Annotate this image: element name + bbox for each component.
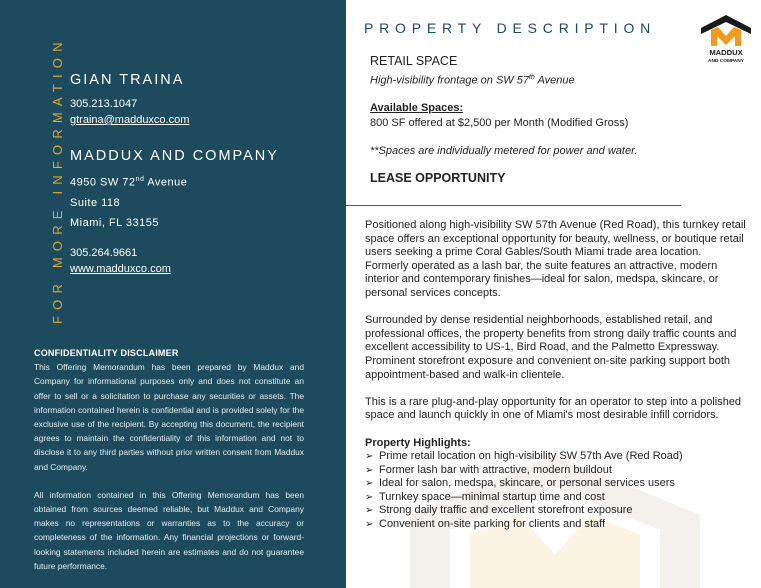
description-paragraph-1: Positioned along high-visibility SW 57th Avenue (Red Road), this turnkey retail space offers an exceptional opportunity for beauty, wellness, or boutique retail users seeking a prime Coral Gables/South Miami trade area location. Formerly operated as a lash bar, the suite features an attractive, modern interior and contemporary finishes—ideal for salon, medspa, skincare, or personal services concepts.	[365, 219, 746, 299]
address-line-3: Miami, FL 33155	[70, 216, 160, 229]
property-tagline: High-visibility frontage on SW 57th Avenue	[370, 74, 575, 87]
divider	[346, 205, 681, 206]
agent-email-link[interactable]: gtraina@madduxco.com	[70, 114, 190, 126]
list-item: ➢ Turnkey space—minimal startup time and cost	[365, 491, 747, 505]
list-item: ➢ Convenient on-site parking for clients and staff	[365, 518, 747, 532]
maddux-logo	[699, 12, 753, 64]
list-item: ➢ Former lash bar with attractive, modern buildout	[365, 464, 747, 478]
contact-panel	[0, 0, 346, 588]
vertical-label	[22, 30, 65, 330]
available-spaces-label: Available Spaces:	[370, 102, 464, 114]
description-paragraph-2: Surrounded by dense residential neighborhoods, established retail, and professional offices, the property benefits from strong daily traffic counts and excellent accessibility to US-1, Bird Road, and the Palmetto Expressway. Prominent storefront exposure and convenient on-site parking support both appointment-based and walk-in clientele.	[365, 314, 737, 381]
list-item: ➢ Ideal for salon, medspa, skincare, or personal services users	[365, 477, 747, 491]
description-paragraph-3: This is a rare plug-and-play opportunity for an operator to step into a polished space and launch quickly in one of Miami's most desirable infill corridors.	[365, 395, 742, 422]
agent-phone[interactable]: 305.213.1047	[70, 98, 138, 110]
lease-heading: LEASE OPPORTUNITY	[370, 171, 506, 185]
company-phone[interactable]: 305.264.9661	[70, 246, 138, 259]
logo-text: MADDUX	[709, 48, 743, 57]
property-description	[365, 219, 747, 532]
contact-block	[70, 72, 279, 277]
confidentiality-disclaimer	[34, 346, 304, 587]
section-title: PROPERTY DESCRIPTION	[364, 20, 657, 36]
property-type: RETAIL SPACE	[370, 54, 458, 68]
company-name: MADDUX AND COMPANY	[70, 148, 279, 164]
list-item: ➢ Prime retail location on high-visibility SW 57th Ave (Red Road)	[365, 450, 747, 464]
for-more-information-label: FOR MORE INFORMATION	[50, 36, 65, 324]
highlights-title: Property Highlights:	[365, 436, 471, 449]
available-spaces-value: 800 SF offered at $2,500 per Month (Modified Gross)	[370, 117, 629, 129]
list-item: ➢ Strong daily traffic and excellent storefront exposure	[365, 504, 747, 518]
address-line-1: 4950 SW 72nd Avenue	[70, 176, 188, 189]
metering-note: **Spaces are individually metered for power and water.	[370, 145, 638, 157]
company-website-link[interactable]: www.madduxco.com	[70, 262, 171, 275]
disclaimer-paragraph-1: This Offering Memorandum has been prepared by Maddux and Company for informational purposes only and does not constitute an offer to sell or a solicitation to purchase any securities or assets. The information contained herein is confidential and is provided solely for the exclusive use of the recipient. By accepting this document, the recipient agrees to maintain the confidentiality of this information and not to disclose it to any third parties without prior written consent from Maddux and Company.	[34, 362, 304, 472]
address-line-2: Suite 118	[70, 196, 121, 209]
property-panel	[346, 0, 761, 588]
highlights-list	[365, 450, 747, 532]
agent-name: GIAN TRAINA	[70, 72, 185, 88]
disclaimer-paragraph-2: All information contained in this Offering Memorandum has been obtained from sources deemed reliable, but Maddux and Company makes no representations or warranties as to the accuracy or completeness of the information. Any financial projections or forward-looking statements included herein are estimates and do not guarantee future performance.	[34, 489, 304, 571]
logo-subtext: AND COMPANY	[708, 59, 744, 64]
disclaimer-title: CONFIDENTIALITY DISCLAIMER	[34, 348, 179, 358]
